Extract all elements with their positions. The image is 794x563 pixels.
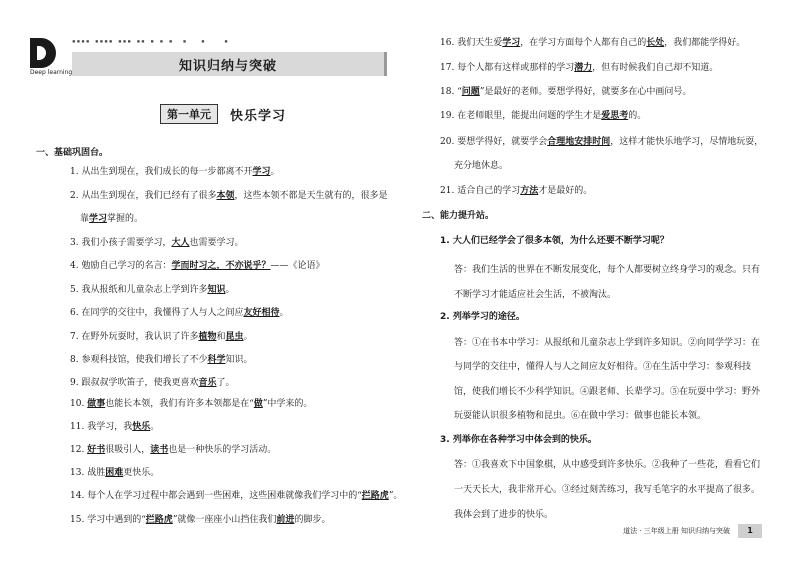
list-item: [70, 190, 388, 202]
footer-text: 道法 · 三年级上册 知识归纳与突破: [623, 527, 730, 535]
answer-line: 一天天长大，我非常开心。③经过刻苦练习，我写毛笔字的水平提高了很多。: [454, 485, 761, 495]
item-text: 在老师眼里，能提出问题的学生才是: [457, 111, 602, 121]
answer-line: 馆，使我们增长不少科学知识。④跟老师、长辈学习。⑤在玩耍中学习：野外: [454, 387, 761, 397]
item-text: 。: [150, 422, 160, 432]
answer-keyword: 音乐: [198, 378, 217, 388]
item-number: 20.: [440, 137, 458, 147]
deep-learning-logo: [30, 38, 73, 86]
item-number: 13.: [70, 468, 88, 478]
logo-text: Deep learning: [30, 69, 73, 76]
question: 2. 列举学习的途径。: [440, 312, 525, 322]
answer-keyword: 问题: [461, 87, 480, 97]
item-text: 的脚步。: [294, 515, 331, 525]
answer-line: 玩耍能认识很多植物和昆虫。⑥在做中学习：做事也能长本领。: [454, 411, 707, 421]
item-text: 勉励自己学习的名言：: [81, 261, 172, 271]
answer-keyword: 科学: [207, 355, 226, 365]
answer-keyword: 知识: [207, 285, 226, 295]
page-number: 1: [738, 524, 762, 538]
item-text: “: [457, 87, 462, 97]
question: 3. 列举你在各种学习中体会到的快乐。: [440, 435, 597, 445]
answer-line: 与同学的交往中，懂得人与人之间应友好相待。③在生活中学习：参观科技: [454, 362, 752, 372]
item-text: ，但有时候我们自己却不知道。: [592, 63, 719, 73]
list-item: [70, 260, 325, 272]
item-text: 。: [225, 285, 235, 295]
list-item: [440, 86, 691, 98]
item-number: 5.: [70, 285, 82, 295]
answer-line: 答：我们生活的世界在不断发展变化，每个人都要树立终身学习的观念。只有: [454, 265, 761, 275]
item-number: 12.: [70, 445, 88, 455]
item-text: 我学习，我: [87, 422, 133, 432]
item-text: ，这样才能快乐地学习，尽情地玩耍，: [610, 137, 764, 147]
answer-keyword: 潜力: [574, 63, 593, 73]
item-text: 的。: [628, 111, 647, 121]
item-text: 适合自己的学习: [457, 186, 521, 196]
answer-keyword: 拦路虎: [361, 491, 389, 501]
item-text: 每个人都有这样或那样的学习: [457, 63, 575, 73]
list-item: [70, 237, 244, 249]
item-number: 1.: [70, 167, 82, 177]
answer-keyword: 昆虫: [225, 332, 244, 342]
item-text: 从出生到现在，我们已经有了很多: [81, 191, 217, 201]
item-text: ”中学来的。: [262, 399, 313, 409]
item-number: 19.: [440, 111, 458, 121]
unit-title: 快乐学习: [230, 108, 287, 124]
item-text: 才是最好的。: [538, 186, 593, 196]
question: 1. 大人们已经学会了很多本领，为什么还要不断学习呢？: [440, 236, 669, 246]
item-number: 21.: [440, 186, 458, 196]
item-number: 9.: [70, 378, 82, 388]
list-item: [70, 307, 289, 319]
header-bar: [72, 52, 387, 76]
item-text: 也是一种快乐的学习活动。: [168, 445, 277, 455]
item-text: 。: [270, 167, 280, 177]
logo-d-icon: [30, 38, 56, 68]
item-text: 我从报纸和儿童杂志上学到许多: [81, 285, 208, 295]
answer-keyword: 本领: [216, 191, 235, 201]
item-text: 在同学的交往中，我懂得了人与人之间应: [81, 308, 244, 318]
item-text: ——《论语》: [270, 261, 325, 271]
answer-keyword: 大人: [171, 238, 190, 248]
item-number: 17.: [440, 63, 458, 73]
answer-keyword: 困难: [105, 468, 124, 478]
decorative-dots: ▪▪▪▪ ▪▪▪▪ ▪▪▪ ▪▪ ▪ ▪ ▪ ▪ ▪ ▪: [72, 38, 229, 45]
item-text: 要想学得好，就要学会: [457, 137, 548, 147]
list-item: [70, 166, 280, 178]
answer-keyword: 前进: [276, 515, 295, 525]
answer-line: 我体会到了进步的快乐。: [454, 510, 554, 520]
list-item: [70, 377, 235, 389]
item-text: 战胜: [87, 468, 106, 478]
footer: [623, 524, 762, 538]
list-item: [440, 185, 592, 197]
section-heading: 二、能力提升站。: [422, 211, 495, 221]
item-text: 。: [243, 332, 253, 342]
answer-keyword: 做事: [87, 399, 106, 409]
item-number: 3.: [70, 238, 82, 248]
item-text: ，我们都能学得好。: [664, 38, 746, 48]
item-text: 充分地休息。: [454, 161, 509, 171]
list-item: [440, 62, 718, 74]
list-item: [70, 331, 253, 343]
item-text: 学习中遇到的“: [87, 515, 146, 525]
item-number: 4.: [70, 261, 82, 271]
item-text: 和: [216, 332, 226, 342]
list-item: [70, 398, 312, 410]
item-text: ”。: [388, 491, 403, 501]
answer-keyword: 友好相待: [243, 308, 280, 318]
list-item: [70, 284, 235, 296]
list-item: [80, 213, 143, 225]
item-text: 。: [279, 308, 289, 318]
list-item: [440, 37, 745, 49]
answer-keyword: 好书: [87, 445, 106, 455]
item-text: 在野外玩耍时，我认识了许多: [81, 332, 199, 342]
item-text: 每个人在学习过程中都会遇到一些困难，这些困难就像我们学习中的“: [87, 491, 362, 501]
item-text: 跟叔叔学吹笛子，使我更喜欢: [81, 378, 199, 388]
item-text: ，这些本领不都是天生就有的，很多是: [234, 191, 388, 201]
list-item: [70, 444, 276, 456]
answer-keyword: 长处: [646, 38, 665, 48]
item-text: ”就像一座座小山挡住我们: [172, 515, 277, 525]
answer-keyword: 拦路虎: [145, 515, 173, 525]
item-text: 我们天生爱: [457, 38, 503, 48]
section-heading: 一、基础巩固台。: [36, 148, 109, 158]
unit-heading: [160, 104, 286, 124]
item-number: 14.: [70, 491, 88, 501]
item-text: 也能长本领，我们有许多本领都是在“: [105, 399, 254, 409]
list-item: [70, 514, 330, 526]
page-title: 知识归纳与突破: [178, 59, 277, 74]
item-text: 掌握的。: [107, 214, 144, 224]
item-text: ”是最好的老师。要想学得好，就要多在心中画问号。: [479, 87, 692, 97]
item-number: 15.: [70, 515, 88, 525]
item-text: 也需要学习。: [189, 238, 244, 248]
item-text: 很吸引人，: [105, 445, 151, 455]
list-item: [70, 467, 159, 479]
answer-keyword: 爱思考: [601, 111, 629, 121]
answer-keyword: 快乐: [132, 422, 151, 432]
answer-line: 答：①我喜欢下中国象棋，从中感受到许多快乐。②我种了一些花，看看它们: [454, 460, 761, 470]
answer-keyword: 合理地安排时间: [547, 137, 611, 147]
answer-keyword: 学习: [502, 38, 521, 48]
answer-keyword: 学而时习之，不亦说乎？: [171, 261, 271, 271]
answer-keyword: 读书: [150, 445, 169, 455]
item-number: 2.: [70, 191, 82, 201]
item-text: 更快乐。: [123, 468, 160, 478]
list-item: [70, 354, 253, 366]
answer-keyword: 学习: [252, 167, 271, 177]
list-item: [70, 490, 402, 502]
answer-line: 不断学习才能适应社会生活，不被淘汰。: [454, 290, 617, 300]
list-item: [440, 136, 763, 148]
item-text: 参观科技馆，使我们增长了不少: [81, 355, 208, 365]
item-text: 了。: [216, 378, 235, 388]
item-number: 10.: [70, 399, 88, 409]
item-number: 6.: [70, 308, 82, 318]
item-number: 7.: [70, 332, 82, 342]
list-item: [454, 160, 508, 172]
item-text: 靠: [80, 214, 90, 224]
item-text: ，在学习方面每个人都有自己的: [520, 38, 647, 48]
item-number: 8.: [70, 355, 82, 365]
list-item: [70, 421, 159, 433]
item-text: 我们小孩子需要学习，: [81, 238, 172, 248]
item-number: 11.: [70, 422, 88, 432]
answer-keyword: 植物: [198, 332, 217, 342]
unit-label: 第一单元: [160, 104, 218, 124]
answer-keyword: 做: [253, 399, 263, 409]
answer-keyword: 方法: [520, 186, 539, 196]
list-item: [440, 110, 646, 122]
answer-keyword: 学习: [89, 214, 108, 224]
item-number: 16.: [440, 38, 458, 48]
item-text: 知识。: [225, 355, 253, 365]
item-text: 从出生到现在，我们成长的每一步都离不开: [81, 167, 253, 177]
item-number: 18.: [440, 87, 458, 97]
answer-line: 答：①在书本中学习：从报纸和儿童杂志上学到许多知识。②向同学学习：在: [454, 338, 761, 348]
